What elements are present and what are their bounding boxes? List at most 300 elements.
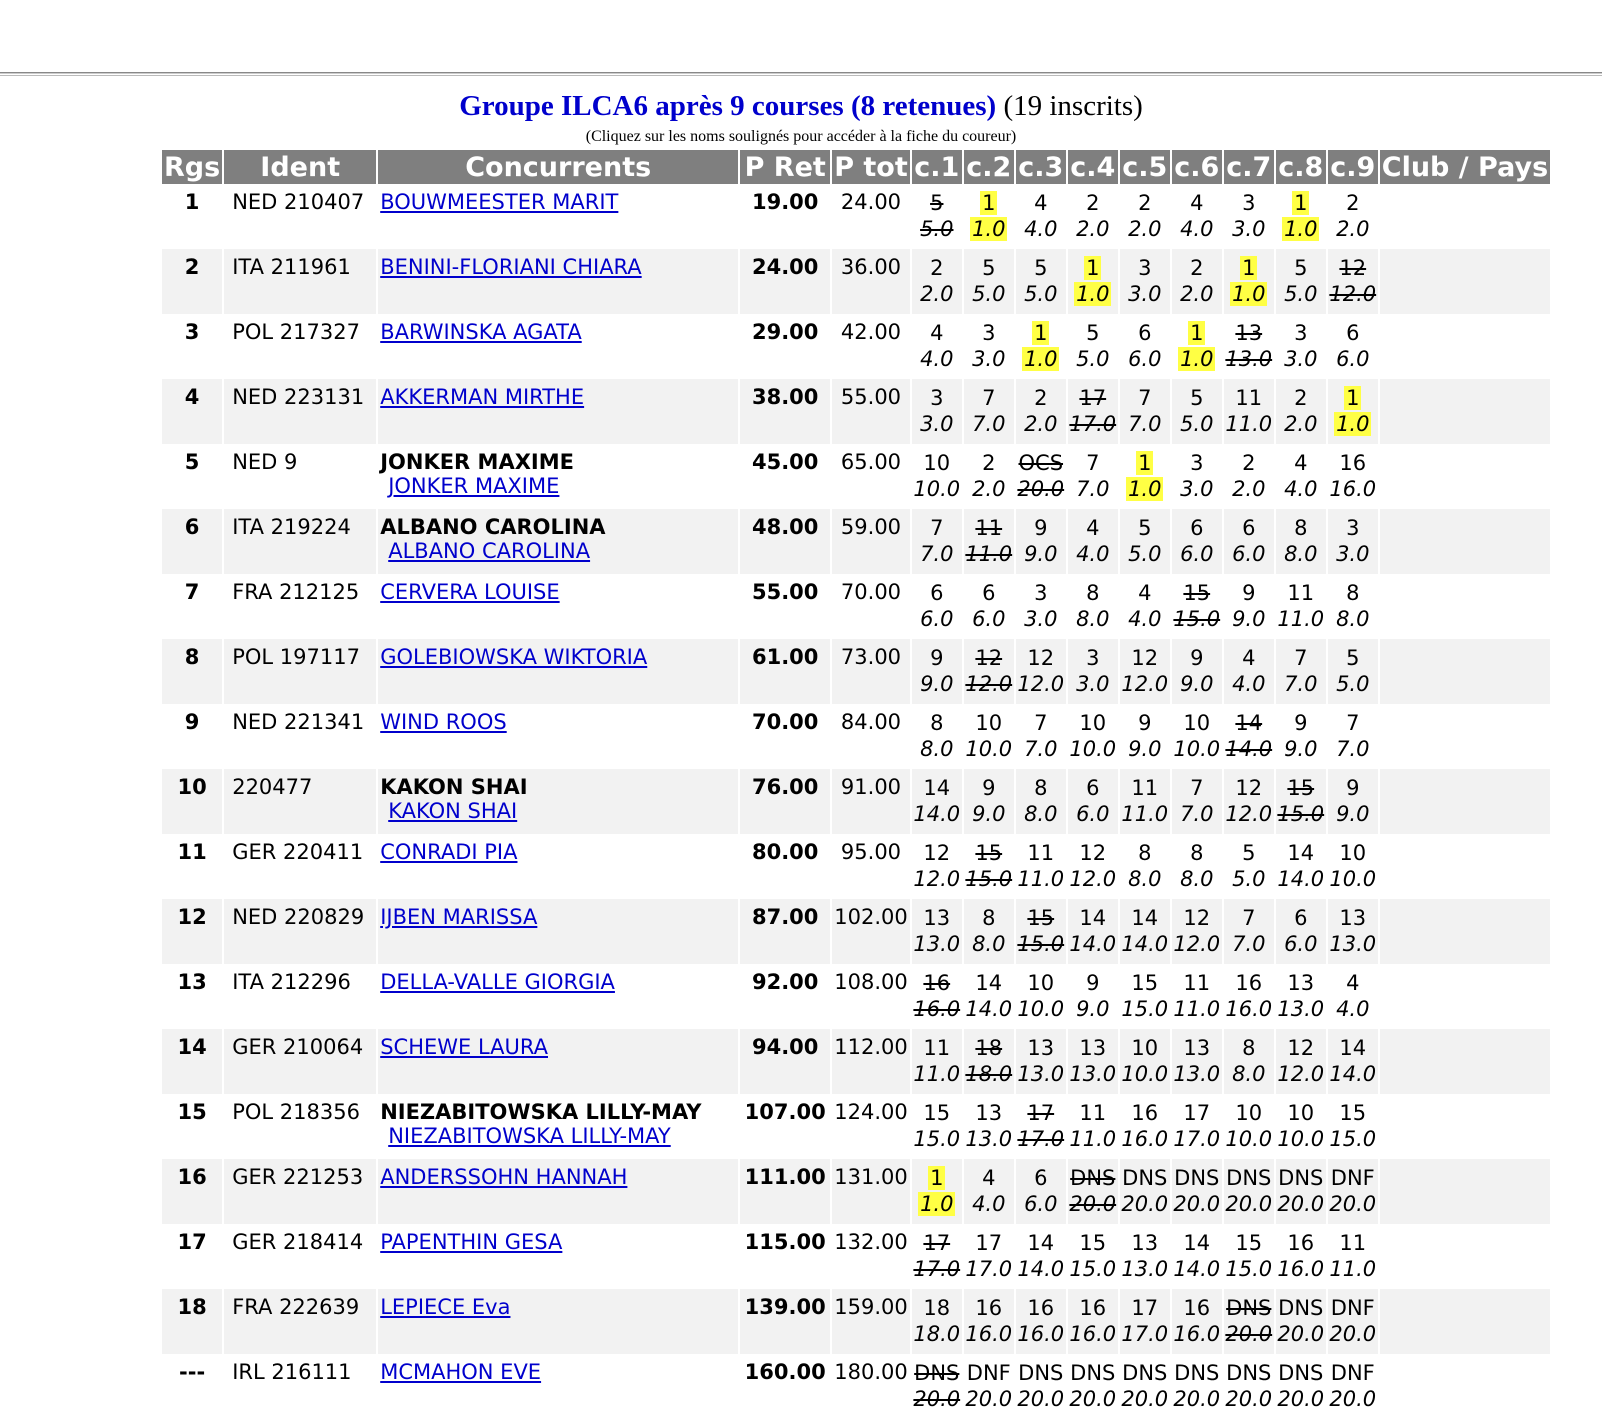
- race-position: [1276, 645, 1326, 671]
- race-cell-6: [1172, 769, 1222, 834]
- race-position-value: 16: [975, 1296, 1003, 1320]
- race-cell-5: [1120, 379, 1170, 444]
- race-cell-4: [1068, 184, 1118, 249]
- race-cell-2: [964, 379, 1014, 444]
- competitor-link[interactable]: SCHEWE LAURA: [380, 1035, 548, 1059]
- race-position: [1068, 515, 1118, 541]
- race-position-value: 11: [1027, 841, 1055, 865]
- race-points-value: 9.0: [1232, 607, 1266, 631]
- race-points-value: 7.0: [1128, 412, 1162, 436]
- race-cell-7: [1224, 769, 1274, 834]
- race-position: [1120, 255, 1170, 281]
- race-position-value: 16: [923, 971, 951, 995]
- race-position: [1016, 840, 1066, 866]
- race-points-value: 13.0: [1069, 1062, 1117, 1086]
- race-points: [1224, 476, 1274, 502]
- race-points-value: 9.0: [1128, 737, 1162, 761]
- race-position: [1172, 320, 1222, 346]
- points-retained-cell: 115.00: [740, 1224, 830, 1289]
- race-position-value: 7: [1190, 776, 1204, 800]
- rank-cell: 3: [162, 314, 222, 379]
- race-cell-5: [1120, 1094, 1170, 1159]
- race-points-value: 15.0: [1017, 932, 1065, 956]
- race-points: [1068, 671, 1118, 697]
- race-points-value: 12.0: [1121, 672, 1169, 696]
- race-position-value: 12: [1131, 646, 1159, 670]
- race-cell-1: [912, 314, 962, 379]
- race-cell-1: [912, 1289, 962, 1354]
- race-position: [1224, 1360, 1274, 1386]
- race-points-value: 2.0: [1336, 217, 1370, 241]
- race-points: [1224, 1321, 1274, 1347]
- race-position: [912, 1230, 962, 1256]
- competitor-link[interactable]: WIND ROOS: [380, 710, 507, 734]
- race-position-value: DNS: [1278, 1296, 1324, 1320]
- race-points: [1276, 541, 1326, 567]
- race-points-value: 14.0: [1069, 932, 1117, 956]
- race-position-value: 17: [1131, 1296, 1159, 1320]
- ident-cell: FRA 222639: [224, 1289, 376, 1354]
- race-points-value: 17.0: [1121, 1322, 1169, 1346]
- race-points-value: 6.0: [920, 607, 954, 631]
- race-points: [912, 476, 962, 502]
- ident-cell: NED 220829: [224, 899, 376, 964]
- race-cell-4: [1068, 704, 1118, 769]
- race-points-value: 3.0: [1180, 477, 1214, 501]
- race-points-value: 2.0: [1128, 217, 1162, 241]
- rank-cell: 17: [162, 1224, 222, 1289]
- race-position-value: 1: [1034, 321, 1048, 345]
- race-position-value: 3: [982, 321, 996, 345]
- race-cell-3: [1016, 509, 1066, 574]
- race-points-value: 20.0: [1173, 1192, 1221, 1216]
- competitor-link[interactable]: AKKERMAN MIRTHE: [380, 385, 585, 409]
- race-cell-9: [1328, 899, 1378, 964]
- race-position: [912, 255, 962, 281]
- table-row: [162, 899, 1550, 964]
- race-position-value: 8: [1138, 841, 1152, 865]
- race-position: [1276, 385, 1326, 411]
- race-cell-6: [1172, 1354, 1222, 1419]
- race-points: [1224, 606, 1274, 632]
- race-position-value: 11: [923, 1036, 951, 1060]
- race-position-value: 3: [1138, 256, 1152, 280]
- rank-cell: 18: [162, 1289, 222, 1354]
- race-cell-7: [1224, 184, 1274, 249]
- competitor-link[interactable]: BENINI-FLORIANI CHIARA: [380, 255, 642, 279]
- race-cell-3: [1016, 379, 1066, 444]
- race-position: [1120, 450, 1170, 476]
- race-points: [1016, 1256, 1066, 1282]
- race-points-value: 4.0: [1284, 477, 1318, 501]
- race-cell-1: [912, 1354, 962, 1419]
- race-points: [1016, 1061, 1066, 1087]
- race-position: [1068, 580, 1118, 606]
- table-row: [162, 379, 1550, 444]
- race-points-value: 16.0: [1225, 997, 1273, 1021]
- race-points: [1276, 736, 1326, 762]
- race-position-value: 8: [1242, 1036, 1256, 1060]
- race-points: [1328, 346, 1378, 372]
- rank-cell: 5: [162, 444, 222, 509]
- club-cell: [1380, 1029, 1550, 1094]
- race-position: [1068, 970, 1118, 996]
- race-cell-2: [964, 444, 1014, 509]
- race-position-value: 12: [975, 646, 1003, 670]
- top-divider: [0, 72, 1602, 74]
- competitor-cell: [378, 834, 738, 899]
- race-points: [1224, 1061, 1274, 1087]
- race-cell-1: [912, 444, 962, 509]
- club-cell: [1380, 834, 1550, 899]
- race-position-value: 5: [1034, 256, 1048, 280]
- race-position: [1016, 645, 1066, 671]
- race-points-value: 8.0: [1128, 867, 1162, 891]
- race-points: [1172, 541, 1222, 567]
- race-points: [1120, 411, 1170, 437]
- race-position: [912, 1165, 962, 1191]
- race-points-value: 1.0: [1024, 347, 1058, 371]
- competitor-link[interactable]: IJBEN MARISSA: [380, 905, 538, 929]
- race-position: [1016, 190, 1066, 216]
- table-row: [162, 184, 1550, 249]
- race-position-value: 12: [1287, 1036, 1315, 1060]
- race-cell-6: [1172, 249, 1222, 314]
- race-position: [1276, 1360, 1326, 1386]
- race-position: [1224, 320, 1274, 346]
- competitor-name: JONKER MAXIME: [380, 450, 574, 474]
- race-points: [1276, 411, 1326, 437]
- race-cell-7: [1224, 379, 1274, 444]
- race-position: [964, 1035, 1014, 1061]
- competitor-link[interactable]: LEPIECE Eva: [380, 1295, 511, 1319]
- race-position-value: DNS: [1122, 1361, 1168, 1385]
- race-position-value: DNS: [1278, 1361, 1324, 1385]
- race-position-value: 12: [1079, 841, 1107, 865]
- rank-cell: 10: [162, 769, 222, 834]
- points-total-cell: 180.00: [832, 1354, 910, 1419]
- points-total-cell: 73.00: [832, 639, 910, 704]
- race-points-value: 6.0: [1284, 932, 1318, 956]
- race-points: [1328, 1256, 1378, 1282]
- race-position: [1068, 1295, 1118, 1321]
- race-cell-9: [1328, 1159, 1378, 1224]
- race-position-value: 4: [1138, 581, 1152, 605]
- race-points-value: 14.0: [965, 997, 1013, 1021]
- race-position: [1328, 1360, 1378, 1386]
- competitor-cell: [378, 1094, 738, 1159]
- race-position-value: 8: [1190, 841, 1204, 865]
- race-cell-3: [1016, 314, 1066, 379]
- competitor-cell: [378, 769, 738, 834]
- race-cell-2: [964, 899, 1014, 964]
- race-position: [1068, 450, 1118, 476]
- race-cell-2: [964, 249, 1014, 314]
- race-cell-7: [1224, 1094, 1274, 1159]
- race-position-value: DNS: [1226, 1166, 1272, 1190]
- race-cell-1: [912, 379, 962, 444]
- ident-cell: ITA 219224: [224, 509, 376, 574]
- competitor-link[interactable]: CONRADI PIA: [380, 840, 518, 864]
- race-cell-3: [1016, 834, 1066, 899]
- race-points-value: 11.0: [1017, 867, 1065, 891]
- race-points: [1224, 931, 1274, 957]
- race-points: [1328, 281, 1378, 307]
- race-position: [912, 710, 962, 736]
- race-cell-4: [1068, 314, 1118, 379]
- race-position: [1016, 255, 1066, 281]
- race-points: [964, 1321, 1014, 1347]
- race-position: [964, 385, 1014, 411]
- points-total-cell: 131.00: [832, 1159, 910, 1224]
- race-position-value: 16: [1235, 971, 1263, 995]
- race-points-value: 12.0: [1017, 672, 1065, 696]
- race-position-value: 16: [1131, 1101, 1159, 1125]
- race-points-value: 9.0: [1024, 542, 1058, 566]
- points-total-cell: 159.00: [832, 1289, 910, 1354]
- race-points-value: 6.0: [1232, 542, 1266, 566]
- race-points: [1068, 1256, 1118, 1282]
- race-points: [1120, 606, 1170, 632]
- race-position: [1328, 255, 1378, 281]
- race-cell-3: [1016, 704, 1066, 769]
- race-position: [964, 905, 1014, 931]
- race-points: [1276, 866, 1326, 892]
- race-position: [1068, 320, 1118, 346]
- race-points: [1068, 346, 1118, 372]
- race-position: [1016, 1295, 1066, 1321]
- competitor-link[interactable]: ALBANO CAROLINA: [388, 539, 591, 563]
- race-points-value: 3.0: [1076, 672, 1110, 696]
- race-cell-7: [1224, 1029, 1274, 1094]
- race-points: [1016, 606, 1066, 632]
- race-cell-6: [1172, 444, 1222, 509]
- race-position-value: 9: [1346, 776, 1360, 800]
- race-cell-3: [1016, 899, 1066, 964]
- race-position: [1016, 1230, 1066, 1256]
- competitor-link[interactable]: DELLA-VALLE GIORGIA: [380, 970, 615, 994]
- race-points: [964, 1386, 1014, 1412]
- rank-cell: 4: [162, 379, 222, 444]
- race-points-value: 13.0: [1329, 932, 1377, 956]
- race-position-value: DNF: [966, 1361, 1011, 1385]
- race-position-value: 10: [1235, 1101, 1263, 1125]
- race-points-value: 20.0: [1329, 1192, 1377, 1216]
- race-points: [1068, 281, 1118, 307]
- race-position-value: DNS: [914, 1361, 960, 1385]
- race-points: [1068, 1126, 1118, 1152]
- race-points-value: 3.0: [1024, 607, 1058, 631]
- club-cell: [1380, 574, 1550, 639]
- race-position: [1276, 905, 1326, 931]
- race-position-value: 8: [1346, 581, 1360, 605]
- race-points-value: 10.0: [913, 477, 961, 501]
- race-position-value: 4: [1190, 191, 1204, 215]
- competitor-link[interactable]: BARWINSKA AGATA: [380, 320, 582, 344]
- competitor-link[interactable]: KAKON SHAI: [388, 799, 518, 823]
- race-position-value: 17: [975, 1231, 1003, 1255]
- race-position-value: 17: [923, 1231, 951, 1255]
- table-row: [162, 704, 1550, 769]
- race-points: [964, 476, 1014, 502]
- competitor-link[interactable]: ANDERSSOHN HANNAH: [380, 1165, 628, 1189]
- table-row: [162, 769, 1550, 834]
- rank-cell: 2: [162, 249, 222, 314]
- race-cell-4: [1068, 1029, 1118, 1094]
- race-cell-6: [1172, 639, 1222, 704]
- competitor-name: KAKON SHAI: [380, 775, 528, 799]
- race-position-value: 3: [1034, 581, 1048, 605]
- race-position: [1016, 775, 1066, 801]
- race-position: [1120, 905, 1170, 931]
- race-points-value: 20.0: [1173, 1387, 1221, 1411]
- race-points: [912, 1126, 962, 1152]
- header-race-2: c.2: [964, 150, 1014, 184]
- competitor-link[interactable]: MCMAHON EVE: [380, 1360, 542, 1384]
- race-position: [964, 1230, 1014, 1256]
- race-points: [1120, 1386, 1170, 1412]
- race-position: [1120, 515, 1170, 541]
- race-cell-9: [1328, 314, 1378, 379]
- ident-cell: NED 210407: [224, 184, 376, 249]
- race-cell-3: [1016, 444, 1066, 509]
- race-position: [1224, 1230, 1274, 1256]
- race-position: [964, 1165, 1014, 1191]
- race-position: [1172, 580, 1222, 606]
- race-points-value: 20.0: [965, 1387, 1013, 1411]
- race-points: [1328, 1386, 1378, 1412]
- race-cell-1: [912, 769, 962, 834]
- race-points-value: 11.0: [1121, 802, 1169, 826]
- race-position-value: 15: [1235, 1231, 1263, 1255]
- race-points: [1120, 1061, 1170, 1087]
- race-points-value: 16.0: [1329, 477, 1377, 501]
- race-points: [1120, 1256, 1170, 1282]
- race-position: [964, 320, 1014, 346]
- race-cell-7: [1224, 834, 1274, 899]
- race-position-value: 8: [1294, 516, 1308, 540]
- race-points-value: 16.0: [1121, 1127, 1169, 1151]
- race-points-value: 16.0: [1017, 1322, 1065, 1346]
- race-points: [1172, 606, 1222, 632]
- race-position-value: OCS: [1018, 451, 1064, 475]
- race-position: [1068, 1165, 1118, 1191]
- race-points: [1068, 1191, 1118, 1217]
- race-position: [1328, 580, 1378, 606]
- race-points-value: 10.0: [1017, 997, 1065, 1021]
- race-position-value: 15: [1339, 1101, 1367, 1125]
- points-total-cell: 91.00: [832, 769, 910, 834]
- table-row: [162, 1029, 1550, 1094]
- race-position: [1224, 1165, 1274, 1191]
- race-cell-1: [912, 509, 962, 574]
- race-position-value: 16: [1027, 1296, 1055, 1320]
- race-position-value: 8: [1086, 581, 1100, 605]
- race-position: [912, 190, 962, 216]
- points-retained-cell: 107.00: [740, 1094, 830, 1159]
- race-points-value: 2.0: [1024, 412, 1058, 436]
- race-points: [964, 801, 1014, 827]
- race-points: [1016, 996, 1066, 1022]
- points-total-cell: 42.00: [832, 314, 910, 379]
- race-position: [1120, 775, 1170, 801]
- race-cell-9: [1328, 964, 1378, 1029]
- race-cell-3: [1016, 769, 1066, 834]
- race-points-value: 5.0: [1024, 282, 1058, 306]
- competitor-link[interactable]: BOUWMEESTER MARIT: [380, 190, 619, 214]
- header-race-7: c.7: [1224, 150, 1274, 184]
- race-points-value: 20.0: [1329, 1387, 1377, 1411]
- race-cell-7: [1224, 964, 1274, 1029]
- race-points-value: 12.0: [1069, 867, 1117, 891]
- race-cell-4: [1068, 639, 1118, 704]
- race-position-value: 2: [930, 256, 944, 280]
- competitor-link[interactable]: GOLEBIOWSKA WIKTORIA: [380, 645, 648, 669]
- race-points: [1276, 1321, 1326, 1347]
- race-points-value: 7.0: [1076, 477, 1110, 501]
- race-points: [964, 996, 1014, 1022]
- competitor-link[interactable]: CERVERA LOUISE: [380, 580, 560, 604]
- ident-cell: POL 218356: [224, 1094, 376, 1159]
- race-points-value: 7.0: [920, 542, 954, 566]
- race-points-value: 16.0: [965, 1322, 1013, 1346]
- race-points: [1120, 541, 1170, 567]
- race-cell-1: [912, 574, 962, 639]
- race-points: [1172, 216, 1222, 242]
- race-position-value: 6: [1242, 516, 1256, 540]
- competitor-cell: [378, 509, 738, 574]
- points-retained-cell: 139.00: [740, 1289, 830, 1354]
- race-position: [1120, 1165, 1170, 1191]
- competitor-cell: [378, 1354, 738, 1419]
- race-position: [964, 255, 1014, 281]
- race-cell-6: [1172, 1289, 1222, 1354]
- race-position-value: 7: [930, 516, 944, 540]
- race-points-value: 11.0: [1069, 1127, 1117, 1151]
- header-race-3: c.3: [1016, 150, 1066, 184]
- points-retained-cell: 76.00: [740, 769, 830, 834]
- competitor-link[interactable]: NIEZABITOWSKA LILLY-MAY: [388, 1124, 671, 1148]
- race-position-value: 1: [1346, 386, 1360, 410]
- club-cell: [1380, 964, 1550, 1029]
- race-points: [964, 866, 1014, 892]
- race-position-value: 2: [982, 451, 996, 475]
- race-position: [1068, 840, 1118, 866]
- ident-cell: FRA 212125: [224, 574, 376, 639]
- race-points-value: 11.0: [965, 542, 1013, 566]
- race-position: [964, 840, 1014, 866]
- race-cell-6: [1172, 834, 1222, 899]
- race-points-value: 12.0: [1329, 282, 1377, 306]
- race-position: [1328, 1100, 1378, 1126]
- race-position: [964, 190, 1014, 216]
- race-position: [1068, 710, 1118, 736]
- race-cell-6: [1172, 574, 1222, 639]
- race-points: [1016, 1386, 1066, 1412]
- race-position: [1328, 645, 1378, 671]
- competitor-link[interactable]: JONKER MAXIME: [388, 474, 560, 498]
- race-position-value: 14: [1079, 906, 1107, 930]
- race-position: [1224, 515, 1274, 541]
- race-position-value: 3: [930, 386, 944, 410]
- competitor-link[interactable]: PAPENTHIN GESA: [380, 1230, 563, 1254]
- race-position: [1016, 385, 1066, 411]
- race-points: [1276, 1126, 1326, 1152]
- race-points-value: 13.0: [1225, 347, 1273, 371]
- header-ident: Ident: [224, 150, 376, 184]
- race-cell-3: [1016, 1289, 1066, 1354]
- race-cell-9: [1328, 1354, 1378, 1419]
